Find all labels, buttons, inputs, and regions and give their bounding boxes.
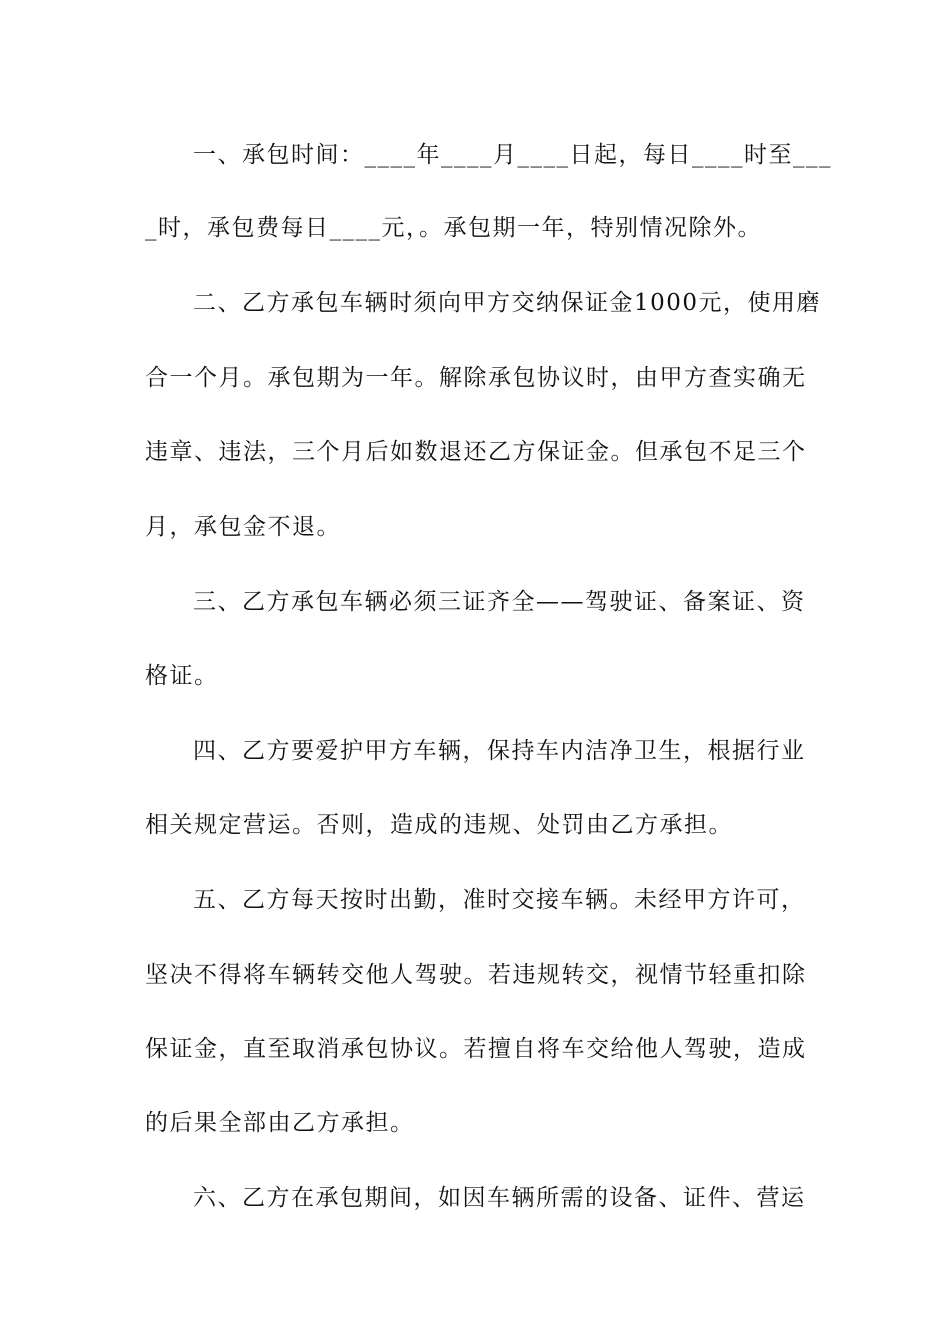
text-line: 的后果全部由乙方承担。 (145, 1110, 415, 1136)
text-line: 六、乙方在承包期间，如因车辆所需的设备、证件、营运 (193, 1185, 806, 1211)
text-line: 合一个月。承包期为一年。解除承包协议时，由甲方查实确无 (145, 365, 807, 391)
text-line: 格证。 (145, 663, 219, 689)
text-line: 月，承包金不退。 (145, 514, 341, 540)
text-line: 违章、违法，三个月后如数退还乙方保证金。但承包不足三个 (145, 439, 807, 465)
text-line: 相关规定营运。否则，造成的违规、处罚由乙方承担。 (145, 812, 733, 838)
text-line: _时，承包费每日____元，。承包期一年，特别情况除外。 (145, 215, 762, 241)
text-line: 四、乙方要爱护甲方车辆，保持车内洁净卫生，根据行业 (193, 738, 806, 764)
text-line: 保证金，直至取消承包协议。若擅自将车交给他人驾驶，造成 (145, 1036, 807, 1062)
text-line: 二、乙方承包车辆时须向甲方交纳保证金1000元，使用磨 (193, 290, 822, 316)
text-line: 三、乙方承包车辆必须三证齐全——驾驶证、备案证、资 (193, 589, 806, 615)
text-line: 五、乙方每天按时出勤，准时交接车辆。未经甲方许可， (193, 887, 806, 913)
text-line: 坚决不得将车辆转交他人驾驶。若违规转交，视情节轻重扣除 (145, 962, 807, 988)
text-line: 一、承包时间：____年____月____日起，每日____时至___ (193, 142, 832, 168)
